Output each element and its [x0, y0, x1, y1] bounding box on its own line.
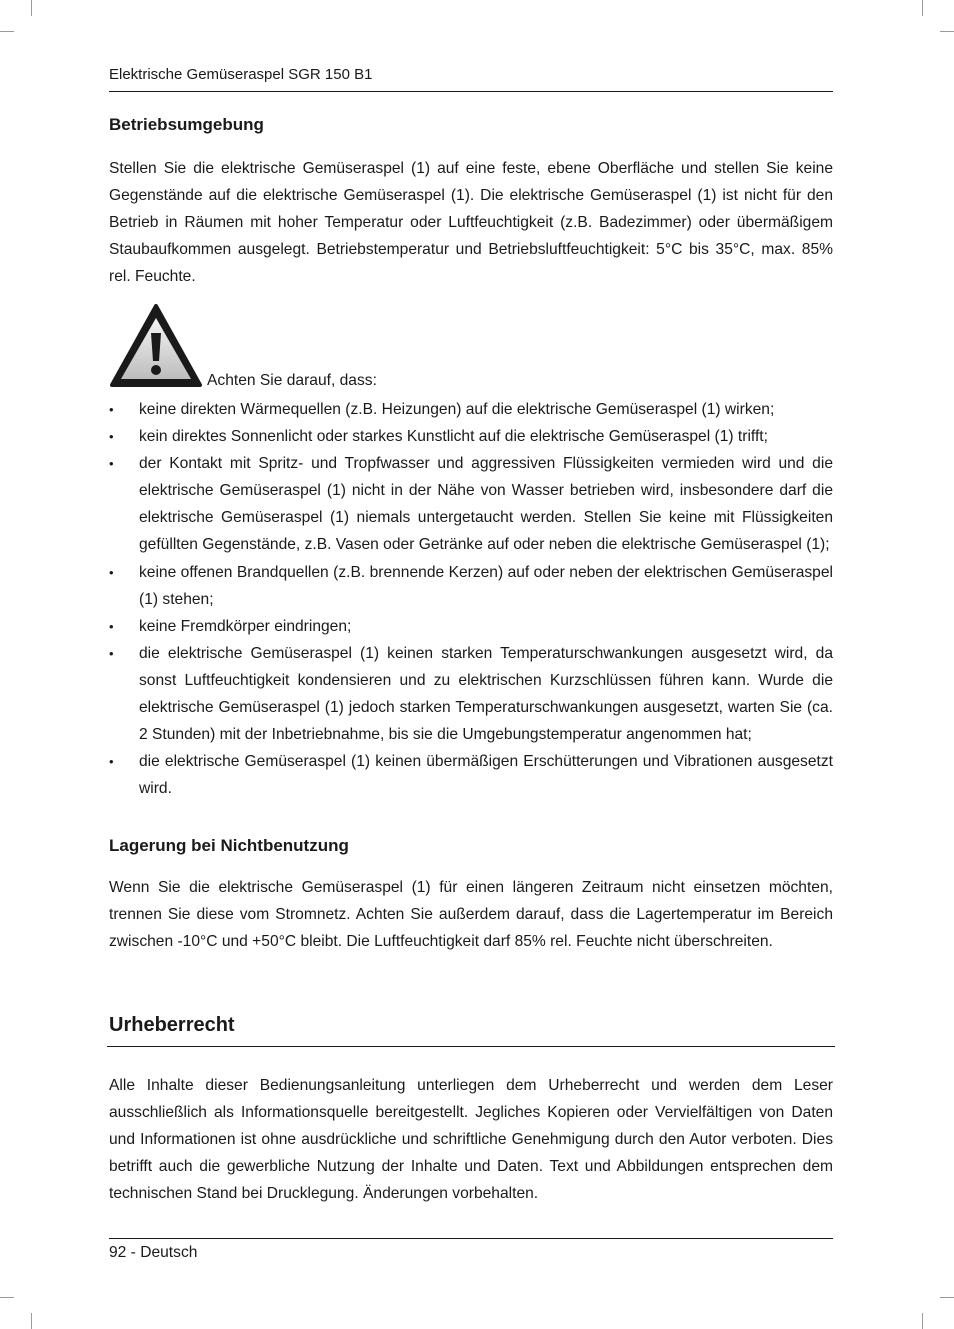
bullet-icon: •: [109, 645, 114, 661]
warning-block: [109, 303, 833, 393]
crop-mark: [922, 0, 923, 16]
paragraph-lagerung: Wenn Sie die elektrische Gemüseraspel (1) für einen längeren Zeitraum nicht einsetzen möchten, trennen Sie diese vom Stromnetz. Achten Sie außerdem darauf, dass die Lagertemperatur im Bereich zwischen -10°C und +50°C bleibt. Die Luftfeuchtigkeit darf 85% rel. Feuchte nicht überschreiten.: [109, 879, 833, 951]
list-item: [109, 640, 833, 748]
list-item-text: keine Fremdkörper eindringen;: [139, 617, 352, 635]
bullet-icon: •: [109, 754, 114, 770]
bullet-icon: •: [109, 429, 114, 445]
section-heading-lagerung: Lagerung bei Nichtbenutzung: [109, 836, 349, 855]
crop-mark: [0, 1297, 14, 1298]
crop-mark: [922, 1313, 923, 1329]
list-item: [109, 748, 833, 802]
list-item: [109, 423, 833, 450]
crop-mark: [0, 31, 14, 32]
crop-mark: [31, 0, 32, 16]
list-item: [109, 613, 833, 640]
list-item: [109, 559, 833, 613]
warning-triangle-icon: [109, 303, 203, 388]
footer-rule: [109, 1238, 833, 1239]
list-item-text: die elektrische Gemüseraspel (1) keinen übermäßigen Erschütterungen und Vibrationen ausgesetzt wird.: [139, 753, 833, 798]
warning-intro: Achten Sie darauf, dass:: [207, 372, 377, 389]
bullet-icon: •: [109, 564, 114, 580]
list-item: [109, 450, 833, 558]
page-number: 92 - Deutsch: [109, 1244, 198, 1261]
section-heading-betriebsumgebung: Betriebsumgebung: [109, 115, 264, 134]
list-item: [109, 396, 833, 423]
section-rule: [107, 1046, 835, 1047]
section-heading-urheberrecht: Urheberrecht: [109, 1014, 235, 1036]
bullet-icon: •: [109, 618, 114, 634]
list-item-text: keine offenen Brandquellen (z.B. brennende Kerzen) auf oder neben der elektrischen Gemüseraspel (1) stehen;: [139, 563, 833, 608]
warning-list: [109, 396, 833, 802]
header-rule: [109, 91, 833, 92]
bullet-icon: •: [109, 402, 114, 417]
crop-mark: [31, 1313, 32, 1329]
crop-mark: [940, 31, 954, 32]
list-item-text: kein direktes Sonnenlicht oder starkes Kunstlicht auf die elektrische Gemüseraspel (1) trifft;: [139, 428, 768, 446]
list-item-text: die elektrische Gemüseraspel (1) keinen starken Temperaturschwankungen ausgesetzt wird, da sonst Luftfeuchtigkeit kondensieren und zu elektrischen Kurzschlüssen führen kann. Wurde die elektrische Gemüseraspel (1) jedoch starken Temperaturschwankungen ausgesetzt, warten Sie (ca. 2 Stunden) mit der Inbetriebnahme, bis sie die Umgebungstemperatur angenommen hat;: [139, 644, 833, 744]
bullet-icon: •: [109, 456, 114, 472]
paragraph-urheberrecht: Alle Inhalte dieser Bedienungsanleitung unterliegen dem Urheberrecht und werden dem Leser ausschließlich als Informationsquelle bereitgestellt. Jegliches Kopieren oder Vervielfältigen von Daten und Informationen ist ohne ausdrückliche und schriftliche Genehmigung durch den Autor verboten. Dies betrifft auch die gewerbliche Nutzung der Inhalte und Daten. Text und Abbildungen entsprechen dem technischen Stand bei Drucklegung. Änderungen vorbehalten.: [109, 1077, 833, 1203]
list-item-text: der Kontakt mit Spritz- und Tropfwasser und aggressiven Flüssigkeiten vermieden wird und die elektrische Gemüseraspel (1) nicht in der Nähe von Wasser betrieben wird, insbesondere darf die elektrische Gemüseraspel (1) niemals untergetaucht werden. Stellen Sie keine mit Flüssigkeiten gefüllten Gegenstände, z.B. Vasen oder Getränke auf oder neben die elektrische Gemüseraspel (1);: [139, 455, 833, 554]
crop-mark: [940, 1297, 954, 1298]
paragraph-betriebsumgebung: Stellen Sie die elektrische Gemüseraspel (1) auf eine feste, ebene Oberfläche und stellen Sie keine Gegenstände auf die elektrische Gemüseraspel (1). Die elektrische Gemüseraspel (1) ist nicht für den Betrieb in Räumen mit hoher Temperatur oder Luftfeuchtigkeit (z.B. Badezimmer) oder übermäßigem Staubaufkommen ausgelegt. Betriebstemperatur und Betriebsluftfeuchtigkeit: 5°C bis 35°C, max. 85% rel. Feuchte.: [109, 160, 833, 286]
list-item-text: keine direkten Wärmequellen (z.B. Heizungen) auf die elektrische Gemüseraspel (1) wirken;: [139, 401, 775, 418]
header-title: Elektrische Gemüseraspel SGR 150 B1: [109, 66, 373, 83]
